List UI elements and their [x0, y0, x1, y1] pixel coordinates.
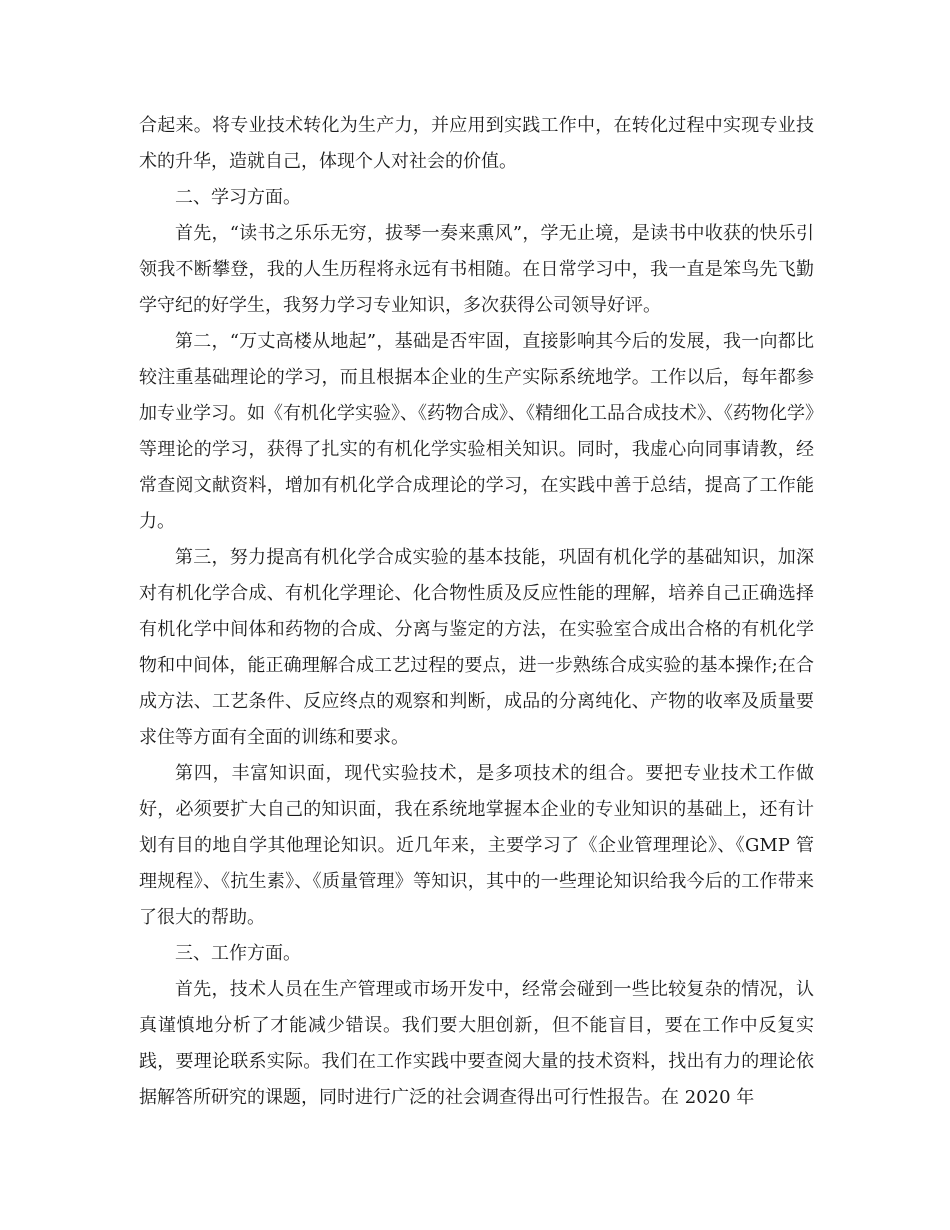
section-heading-study: 二、学习方面。 [175, 187, 301, 208]
paragraph-study-third: 第三，努力提高有机化学合成实验的基本技能，巩固有机化学的基础知识，加深对有机化学合成、有机化学理论、化合物性质及反应性能的理解，培养自己正确选择有机化学中间体和药物的合成、分离与鉴定的方法，在实验室合成出合格的有机化学物和中间体，能正确理解合成工艺过程的要点，进一步熟练合成实验的基本操作;在合成方法、工艺条件、反应终点的观察和判断，成品的分离纯化、产物的收率及质量要求住等方面有全面的训练和要求。 [139, 547, 814, 748]
document-body [139, 108, 814, 1116]
paragraph-work-first: 首先，技术人员在生产管理或市场开发中，经常会碰到一些比较复杂的情况，认真谨慎地分析了才能减少错误。我们要大胆创新，但不能盲目，要在工作中反复实践，要理论联系实际。我们在工作实践中要查阅大量的技术资料，找出有力的理论依据解答所研究的课题，同时进行广泛的社会调查得出可行性报告。在 2020 年 [139, 979, 814, 1108]
paragraph-study-second: 第二，“万丈高楼从地起”，基础是否牢固，直接影响其今后的发展，我一向都比较注重基础理论的学习，而且根据本企业的生产实际系统地学。工作以后，每年都参加专业学习。如《有机化学实验》、《药物合成》、《精细化工品合成技术》、《药物化学》等理论的学习，获得了扎实的有机化学实验相关知识。同时，我虚心向同事请教，经常查阅文献资料，增加有机化学合成理论的学习，在实践中善于总结，提高了工作能力。 [139, 331, 814, 532]
paragraph-study-fourth: 第四，丰富知识面，现代实验技术，是多项技术的组合。要把专业技术工作做好，必须要扩大自己的知识面，我在系统地掌握本企业的专业知识的基础上，还有计划有目的地自学其他理论知识。近几年来，主要学习了《企业管理理论》、《GMP 管理规程》、《抗生素》、《质量管理》等知识，其中的一些理论知识给我今后的工作带来了很大的帮助。 [139, 763, 814, 928]
section-heading-work: 三、工作方面。 [175, 943, 301, 964]
paragraph-continuation: 合起来。将专业技术转化为生产力，并应用到实践工作中，在转化过程中实现专业技术的升华，造就自己，体现个人对社会的价值。 [139, 115, 814, 172]
paragraph-study-first: 首先，“读书之乐乐无穷，拔琴一奏来熏风”，学无止境，是读书中收获的快乐引领我不断攀登，我的人生历程将永远有书相随。在日常学习中，我一直是笨鸟先飞勤学守纪的好学生，我努力学习专业知识，多次获得公司领导好评。 [139, 223, 814, 316]
